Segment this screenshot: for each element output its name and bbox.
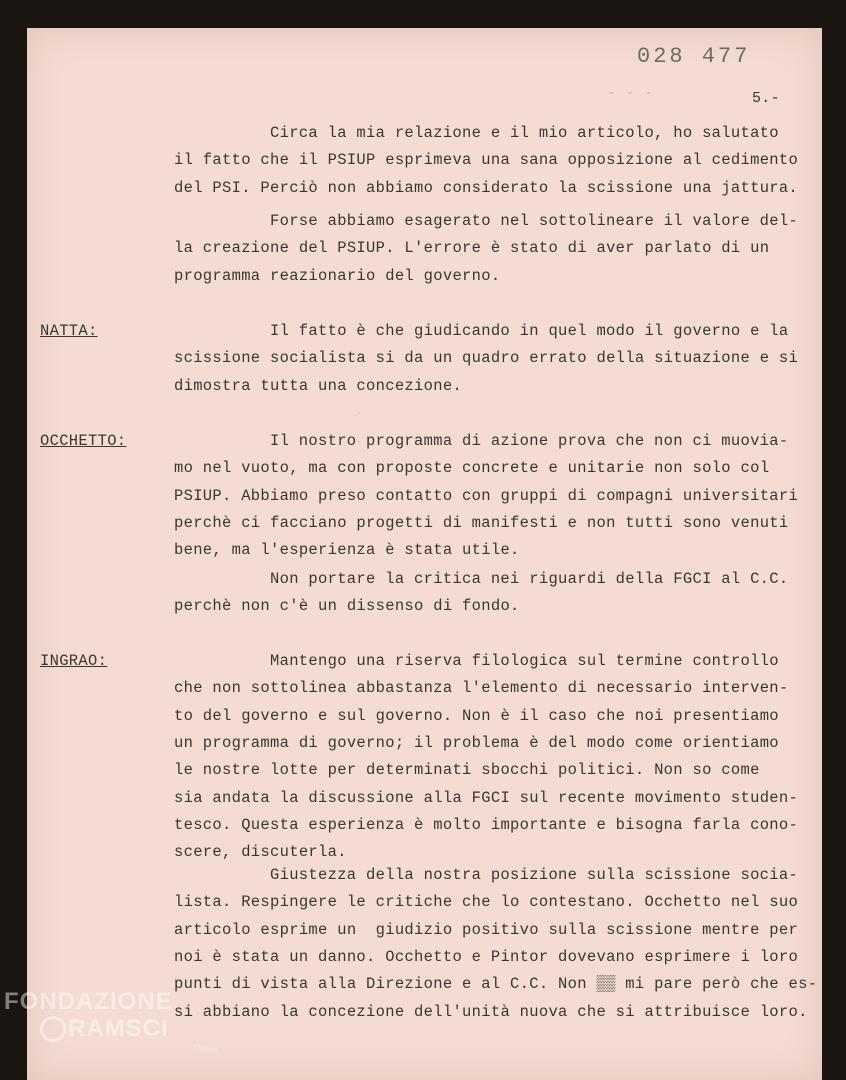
watermark-line-1: FONDAZIONE (4, 988, 173, 1015)
speaker-label: NATTA: (40, 322, 98, 340)
text-line: Il nostro programma di azione prova che non ci muovia- (270, 432, 789, 450)
fondazione-gramsci-watermark (4, 990, 218, 1053)
text-line: Forse abbiamo esagerato nel sottolineare il valore del- (270, 212, 799, 230)
text-line: perchè non c'è un dissenso di fondo. (174, 597, 520, 616)
text-line: perchè ci facciano progetti di manifesti e non tutti sono venuti (174, 513, 789, 532)
text-line: sia andata la discussione alla FGCI sul recente movimento studen- (174, 788, 799, 807)
text-line: la creazione del PSIUP. L'errore è stato di aver parlato di un (174, 239, 770, 258)
text-line: to del governo e sul governo. Non è il caso che noi presentiamo (174, 706, 779, 725)
text-line: bene, ma l'esperienza è stata utile. (174, 541, 520, 560)
text-line: lista. Respingere le critiche che lo contestano. Occhetto nel suo (174, 893, 799, 912)
text-line: le nostre lotte per determinati sbocchi politici. Non so come (174, 761, 760, 780)
text-line: scissione socialista si da un quadro errato della situazione e si (174, 349, 799, 368)
text-line: articolo esprime un giudizio positivo sulla scissione mentre per (174, 920, 799, 939)
text-line: dimostra tutta una concezione. (174, 376, 463, 395)
text-line: noi è stata un danno. Occhetto e Pintor dovevano esprimere i loro (174, 947, 799, 966)
text-line: il fatto che il PSIUP esprimeva una sana opposizione al cedimento (174, 151, 799, 170)
text-line: Mantengo una riserva filologica sul termine controllo (270, 652, 779, 670)
text-line: Non portare la critica nei riguardi della FGCI al C.C. (270, 570, 789, 588)
gramsci-logo-icon (40, 1016, 66, 1042)
text-line: Il fatto è che giudicando in quel modo il governo e la (270, 322, 789, 340)
faint-mark: - - - (608, 86, 655, 100)
text-line: un programma di governo; il problema è del modo come orientiamo (174, 733, 779, 752)
speaker-label: OCCHETTO: (40, 432, 127, 450)
page-number: 5.- (752, 90, 780, 107)
text-line: PSIUP. Abbiamo preso contatto con gruppi di compagni universitari (174, 486, 799, 505)
archive-stamp: 028 477 (637, 44, 751, 69)
text-line: programma reazionario del governo. (174, 266, 501, 285)
text-line: si abbiano la concezione dell'unità nuova che si attribuisce loro. (174, 1002, 808, 1021)
text-line: punti di vista alla Direzione e al C.C. Non ▒▒ mi pare però che es- (174, 975, 818, 994)
speaker-label: INGRAO: (40, 652, 108, 670)
text-line: Circa la mia relazione e il mio articolo, ho salutato (270, 124, 779, 142)
text-line: Giustezza della nostra posizione sulla scissione socia- (270, 866, 799, 884)
watermark-line-2: RAMSCI (68, 1015, 169, 1042)
text-line: scere, discuterla. (174, 843, 347, 862)
text-line: che non sottolinea abbastanza l'elemento di necessario interven- (174, 679, 789, 698)
text-line: mo nel vuoto, ma con proposte concrete e unitarie non solo col (174, 459, 770, 478)
show-through-text: · · · · · (350, 380, 366, 510)
text-line: tesco. Questa esperienza è molto importante e bisogna farla cono- (174, 815, 799, 834)
text-line: del PSI. Perciò non abbiamo considerato la scissione una jattura. (174, 178, 799, 197)
watermark-line-3: Onlus (194, 1043, 218, 1053)
